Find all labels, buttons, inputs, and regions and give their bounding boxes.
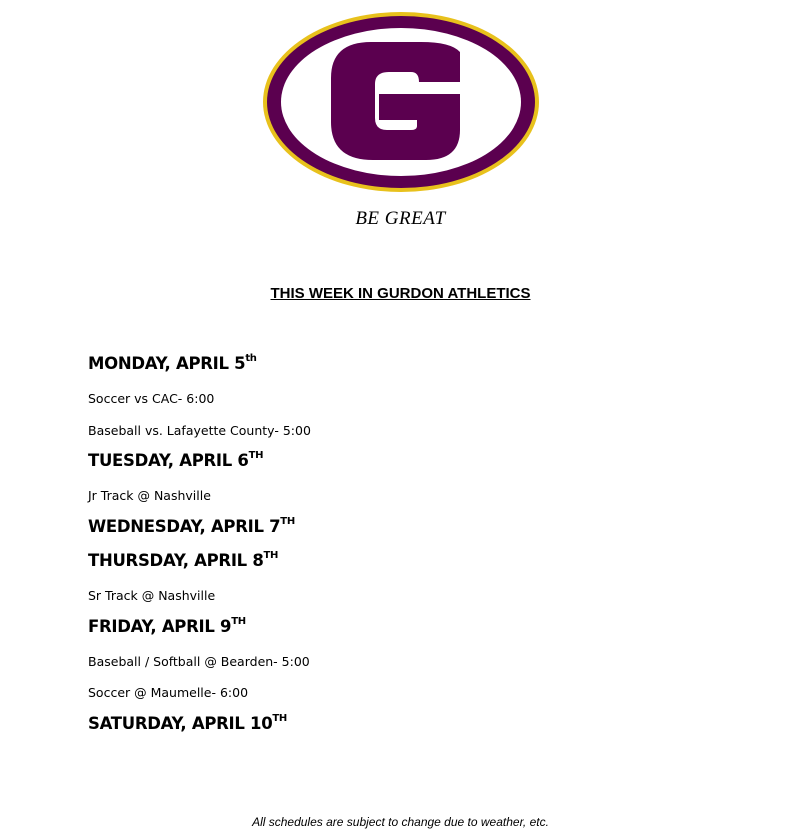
day-heading-saturday: SATURDAY, APRIL 10TH xyxy=(88,713,287,733)
event-item: Jr Track @ Nashville xyxy=(88,488,211,503)
event-item: Soccer vs CAC- 6:00 xyxy=(88,391,215,406)
event-item: Sr Track @ Nashville xyxy=(88,588,216,603)
day-heading-friday: FRIDAY, APRIL 9TH xyxy=(88,616,246,636)
day-heading-monday: MONDAY, APRIL 5th xyxy=(88,353,257,373)
day-heading-wednesday: WEDNESDAY, APRIL 7TH xyxy=(88,516,295,536)
event-item: Baseball vs. Lafayette County- 5:00 xyxy=(88,423,311,438)
day-heading-tuesday: TUESDAY, APRIL 6TH xyxy=(88,450,264,470)
motto: BE GREAT xyxy=(355,208,446,229)
event-item: Baseball / Softball @ Bearden- 5:00 xyxy=(88,654,310,669)
gurdon-g-logo xyxy=(261,10,541,194)
event-item: Soccer @ Maumelle- 6:00 xyxy=(88,685,249,700)
disclaimer: All schedules are subject to change due to weather, etc. xyxy=(252,815,549,829)
day-heading-thursday: THURSDAY, APRIL 8TH xyxy=(88,550,279,570)
page-title: THIS WEEK IN GURDON ATHLETICS xyxy=(270,285,531,302)
